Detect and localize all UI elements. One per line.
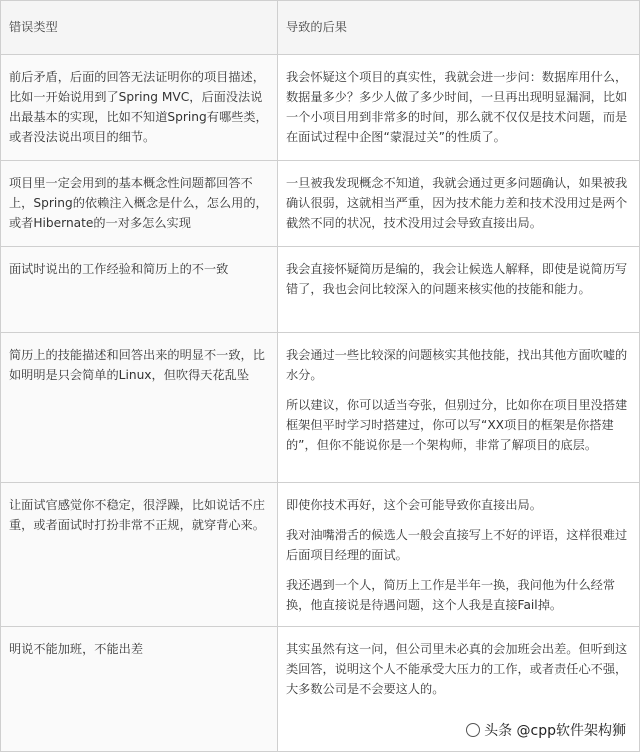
table-header-row	[1, 1, 640, 55]
table-row	[1, 161, 640, 247]
error-cell: 让面试官感觉你不稳定，很浮躁，比如说话不庄重，或者面试时打扮非常不正规，就穿背心来。	[1, 483, 278, 627]
watermark	[466, 720, 626, 740]
table-row	[1, 247, 640, 333]
header-consequence: 导致的后果	[278, 1, 640, 55]
watermark-text: 头条 @cpp软件架构狮	[484, 723, 626, 739]
consequence-paragraph: 我会怀疑这个项目的真实性，我就会进一步问：数据库用什么，数据量多少？多少人做了多少时间，一旦再出现明显漏洞，比如一个小项目用到非常多的时间，那么就不仅仅是技术问题，而是在面试过程中企图“蒙混过关”的性质了。	[286, 70, 628, 144]
consequence-cell	[278, 483, 640, 627]
consequence-paragraph: 其实虽然有这一问，但公司里未必真的会加班会出差。但听到这类回答，说明这个人不能承受大压力的工作，或者责任心不强，大多数公司是不会要这人的。	[286, 642, 628, 696]
consequence-paragraph: 即使你技术再好，这个会可能导致你直接出局。	[286, 498, 542, 512]
error-cell: 简历上的技能描述和回答出来的明显不一致，比如明明是只会简单的Linux，但吹得天花乱坠	[1, 333, 278, 483]
consequence-cell	[278, 55, 640, 161]
table-row	[1, 483, 640, 627]
consequence-paragraph: 一旦被我发现概念不知道，我就会通过更多问题确认，如果被我确认很弱，这就相当严重，因为技术能力差和技术没用过是两个截然不同的状况，技术没用过会导致直接出局。	[286, 176, 628, 230]
consequence-paragraph: 我对油嘴滑舌的候选人一般会直接写上不好的评语，这样很难过后面项目经理的面试。	[286, 528, 628, 562]
error-cell: 明说不能加班，不能出差	[1, 627, 278, 752]
error-cell: 面试时说出的工作经验和简历上的不一致	[1, 247, 278, 333]
consequence-cell	[278, 161, 640, 247]
error-cell: 项目里一定会用到的基本概念性问题都回答不上，Spring的依赖注入概念是什么，怎么用的，或者Hibernate的一对多怎么实现	[1, 161, 278, 247]
header-error-type: 错误类型	[1, 1, 278, 55]
toutiao-logo-icon	[466, 723, 480, 737]
consequence-paragraph: 我会直接怀疑简历是编的，我会让候选人解释，即使是说简历写错了，我也会问比较深入的问题来核实他的技能和能力。	[286, 262, 628, 296]
consequence-paragraph: 所以建议，你可以适当夸张，但别过分，比如你在项目里没搭建框架但平时学习时搭建过，你可以写“XX项目的框架是你搭建的”，但你不能说你是一个架构师，非常了解项目的底层。	[286, 398, 628, 452]
table-row	[1, 55, 640, 161]
consequence-paragraph: 我还遇到一个人，简历上工作是半年一换，我问他为什么经常换，他直接说是待遇问题，这个人我是直接Fail掉。	[286, 578, 616, 612]
consequence-cell	[278, 247, 640, 333]
consequence-cell	[278, 333, 640, 483]
error-cell: 前后矛盾，后面的回答无法证明你的项目描述，比如一开始说用到了Spring MVC，后面没法说出最基本的实现，比如不知道Spring有哪些类，或者没法说出项目的细节。	[1, 55, 278, 161]
table-row	[1, 333, 640, 483]
consequence-paragraph: 我会通过一些比较深的问题核实其他技能，找出其他方面吹嘘的水分。	[286, 348, 628, 382]
